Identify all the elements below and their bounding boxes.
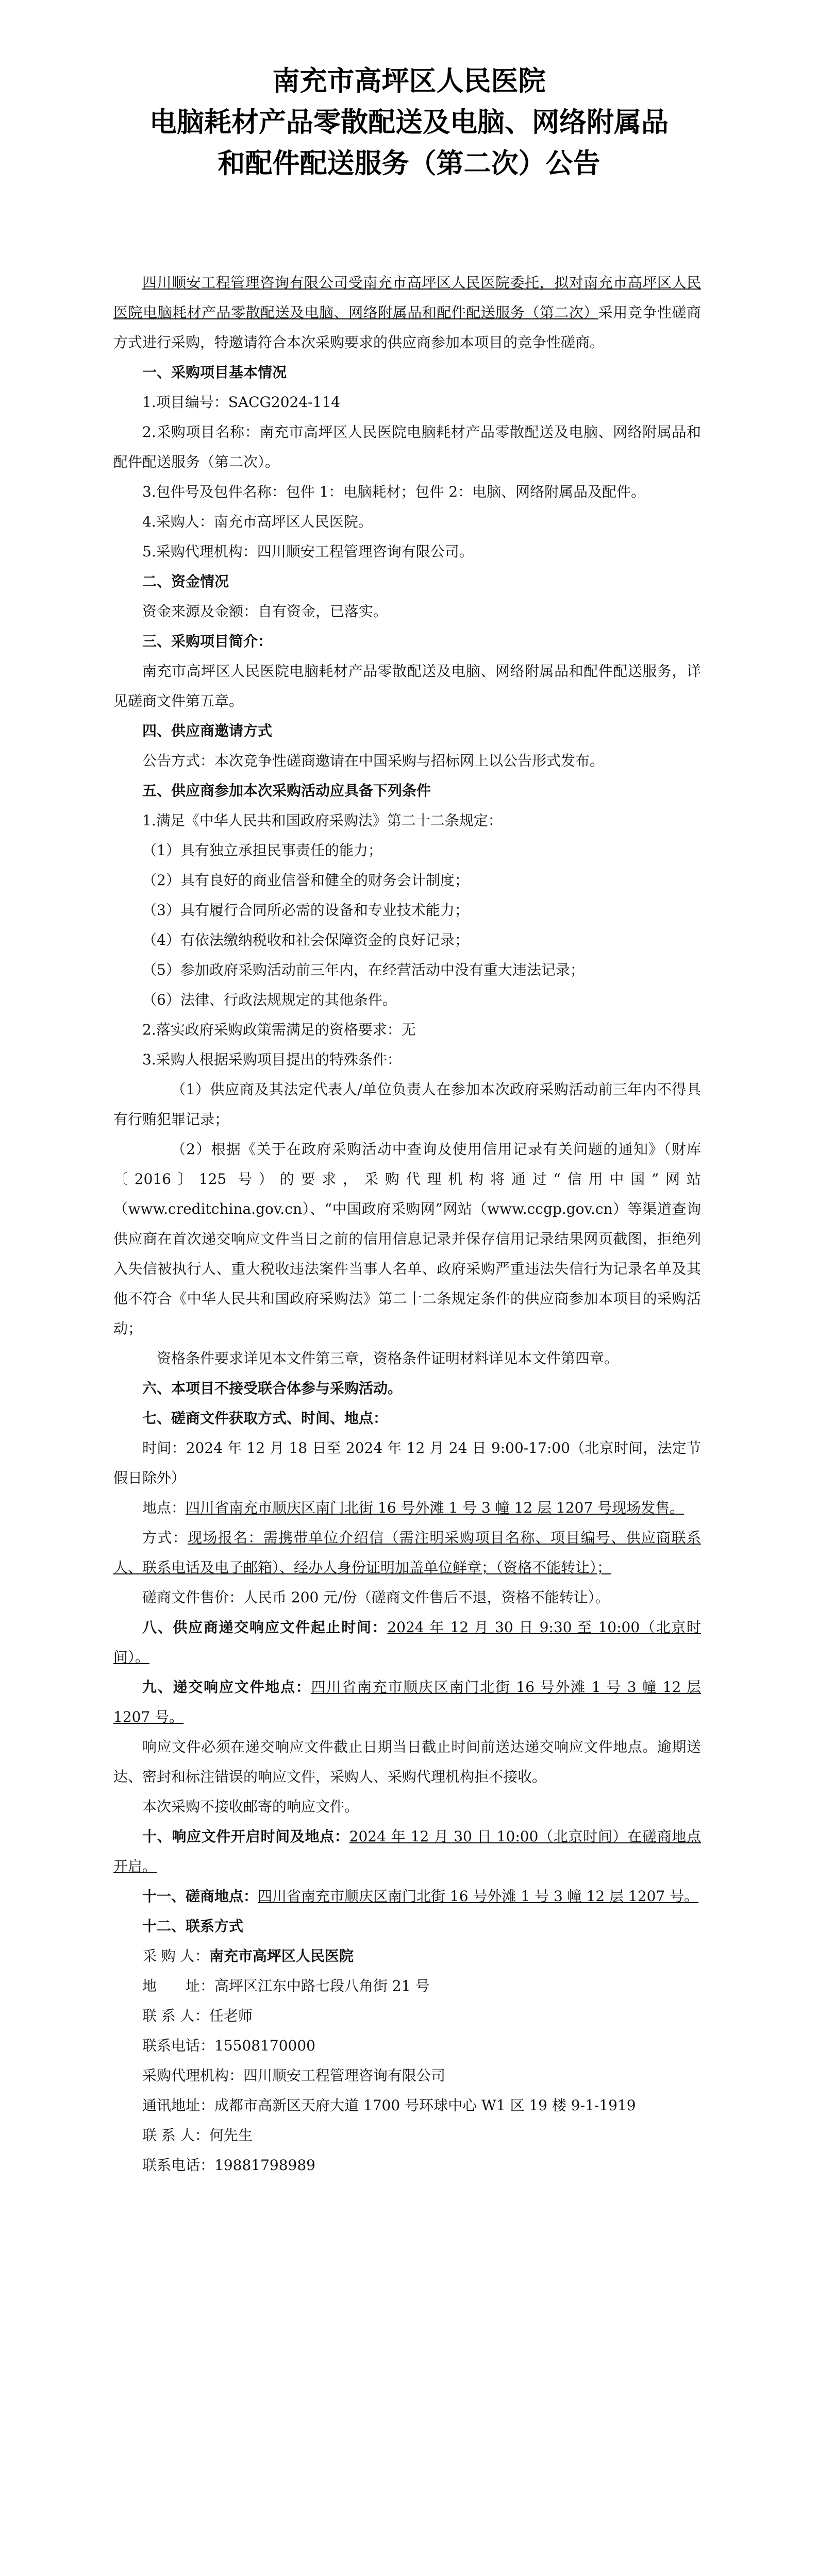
section-8-heading: 八、供应商递交响应文件起止时间：: [142, 1619, 388, 1636]
submit-note: 响应文件必须在递交响应文件截止日期当日截止时间前送达递交响应文件地点。逾期送达、密封和标注错误的响应文件，采购人、采购代理机构拒不接收。: [113, 1738, 701, 1785]
special-condition-1: （1）供应商及其法定代表人/单位负责人在参加本次政府采购活动前三年内不得具有行贿犯罪记录；: [113, 1081, 701, 1128]
address-label: 地 址：: [142, 1977, 215, 1994]
section-6-heading: 六、本项目不接受联合体参与采购活动。: [142, 1380, 403, 1397]
agent-phone-row: [113, 2150, 701, 2180]
condition-intro: 1.满足《中华人民共和国政府采购法》第二十二条规定：: [142, 812, 503, 829]
section-2-heading: 二、资金情况: [142, 573, 229, 590]
agent-address-value: 成都市高新区天府大道 1700 号环球中心 W1 区 19 楼 9-1-1919: [214, 2097, 636, 2114]
phone-row: [113, 2031, 701, 2061]
contact-label: 联 系 人：: [142, 2007, 209, 2024]
condition-item: （6）法律、行政法规规定的其他条件。: [142, 991, 397, 1008]
section-12-heading: 十二、联系方式: [142, 1918, 244, 1935]
document-price: 磋商文件售价：人民币 200 元/份（磋商文件售后不退，资格不能转让）。: [142, 1589, 610, 1606]
contact-row: [113, 2001, 701, 2031]
submit-place: 四川省南充市顺庆区南门北街 16 号外滩 1 号 3 幢 12 层 1207 号。: [113, 1679, 701, 1725]
policy-requirement: 2.落实政府采购政策需满足的资格要求：无: [142, 1021, 416, 1038]
buyer-row: [113, 1941, 701, 1971]
procurement-agency: 5.采购代理机构：四川顺安工程管理咨询有限公司。: [142, 543, 474, 560]
contact-value: 任老师: [209, 2007, 253, 2024]
opening-time: 2024 年 12 月 30 日 10:00（北京时间）在磋商地点开启。: [113, 1828, 701, 1875]
invitation-method: 公告方式：本次竞争性磋商邀请在中国采购与招标网上以公告形式发布。: [142, 752, 605, 769]
section-11-heading: 十一、磋商地点：: [142, 1888, 258, 1905]
agent-contact-value: 何先生: [209, 2127, 253, 2144]
section-4-heading: 四、供应商邀请方式: [142, 722, 273, 739]
agent-phone-label: 联系电话：: [142, 2157, 215, 2174]
agent-address-row: [113, 2091, 701, 2121]
document-body: [113, 268, 701, 2180]
submit-time: 2024 年 12 月 30 日 9:30 至 10:00（北京时间）。: [113, 1619, 701, 1666]
obtain-method-value: 现场报名：需携带单位介绍信（需注明采购项目名称、项目编号、供应商联系人、联系电话及电子邮箱）、经办人身份证明加盖单位鲜章；（资格不能转让）；: [113, 1529, 701, 1576]
special-condition-2: （2）根据《关于在政府采购活动中查询及使用信用记录有关问题的通知》（财库〔2016〕125 号）的要求，采购代理机构将通过“信用中国”网站（www.creditchina.gov.cn）、“中国政府采购网”网站（www.ccgp.gov.cn）等渠道查询供应商在首次递交响应文件当日之前的信用信息记录并保存信用记录结果网页截图，拒绝列入失信被执行人、重大税收违法案件当事人名单、政府采购严重违法失信行为记录名单及其他不符合《中华人民共和国政府采购法》第二十二条规定条件的供应商参加本项目的采购活动；: [113, 1141, 701, 1337]
condition-item: （5）参加政府采购活动前三年内，在经营活动中没有重大违法记录；: [142, 961, 585, 978]
obtain-place-value: 四川省南充市顺庆区南门北街 16 号外滩 1 号 3 幢 12 层 1207 号现场发售。: [186, 1499, 685, 1516]
condition-item: （1）具有独立承担民事责任的能力；: [142, 842, 382, 859]
agent-phone-value: 19881798989: [214, 2157, 315, 2174]
section-5-heading: 五、供应商参加本次采购活动应具备下列条件: [142, 782, 431, 799]
phone-label: 联系电话：: [142, 2037, 215, 2054]
agent-contact-label: 联 系 人：: [142, 2127, 209, 2144]
section-10-heading: 十、响应文件开启时间及地点：: [142, 1828, 349, 1845]
negotiation-place: 四川省南充市顺庆区南门北街 16 号外滩 1 号 3 幢 12 层 1207 号。: [258, 1888, 699, 1905]
purchaser: 4.采购人：南充市高坪区人民医院。: [142, 513, 373, 530]
phone-value: 15508170000: [214, 2037, 315, 2054]
address-value: 高坪区江东中路七段八角街 21 号: [214, 1977, 430, 1994]
title-line-3: 和配件配送服务（第二次）公告: [218, 148, 600, 179]
obtain-method-label: 方式：: [142, 1529, 188, 1546]
buyer-label: 采 购 人：: [142, 1947, 209, 1964]
condition-item: （3）具有履行合同所必需的设备和专业技术能力；: [142, 902, 469, 919]
address-row: [113, 1971, 701, 2001]
agent-contact-row: [113, 2121, 701, 2150]
agent-label: 采购代理机构：: [142, 2067, 244, 2084]
section-9-heading: 九、递交响应文件地点：: [142, 1679, 311, 1696]
section-7-heading: 七、磋商文件获取方式、时间、地点：: [142, 1410, 388, 1427]
section-1-heading: 一、采购项目基本情况: [142, 364, 287, 381]
condition-item: （4）有依法缴纳税收和社会保障资金的良好记录；: [142, 931, 469, 948]
special-conditions-intro: 3.采购人根据采购项目提出的特殊条件：: [142, 1051, 402, 1068]
title-line-2: 电脑耗材产品零散配送及电脑、网络附属品: [149, 107, 669, 138]
fund-source: 资金来源及金额：自有资金，已落实。: [142, 603, 388, 620]
qualification-note: 资格条件要求详见本文件第三章，资格条件证明材料详见本文件第四章。: [157, 1350, 619, 1367]
agent-row: [113, 2061, 701, 2091]
obtain-place-label: 地点：: [142, 1499, 186, 1516]
intro-paragraph: [113, 268, 701, 358]
section-10: [113, 1822, 701, 1882]
project-number: 1.项目编号：SACG2024-114: [142, 394, 341, 411]
intro-underlined: 四川顺安工程管理咨询有限公司受南充市高坪区人民医院委托，拟对南充市高坪区人民医院电脑耗材产品零散配送及电脑、网络附属品和配件配送服务（第二次）: [113, 274, 701, 321]
title-line-1: 南充市高坪区人民医院: [272, 65, 546, 97]
section-11: [113, 1882, 701, 1911]
intro-rest: 采用竞争性磋商方式进行采购，特邀请符合本次采购要求的供应商参加本项目的竞争性磋商。: [113, 304, 701, 351]
section-3-heading: 三、采购项目简介：: [142, 633, 273, 650]
no-mail-note: 本次采购不接收邮寄的响应文件。: [142, 1798, 359, 1815]
section-9: [113, 1672, 701, 1732]
package-list: 3.包件号及包件名称：包件 1：电脑耗材；包件 2：电脑、网络附属品及配件。: [142, 483, 646, 500]
agent-address-label: 通讯地址：: [142, 2097, 215, 2114]
obtain-time: 时间：2024 年 12 月 18 日至 2024 年 12 月 24 日 9:00-17:00（北京时间，法定节假日除外）: [113, 1439, 701, 1486]
buyer-value: 南充市高坪区人民医院: [209, 1947, 354, 1964]
obtain-place: [113, 1493, 701, 1523]
section-8: [113, 1613, 701, 1672]
agent-value: 四川顺安工程管理咨询有限公司: [243, 2067, 446, 2084]
obtain-method: [113, 1523, 701, 1583]
condition-item: （2）具有良好的商业信誉和健全的财务会计制度；: [142, 872, 469, 889]
project-summary: 南充市高坪区人民医院电脑耗材产品零散配送及电脑、网络附属品和配件配送服务，详见磋商文件第五章。: [113, 663, 701, 709]
project-name: 2.采购项目名称：南充市高坪区人民医院电脑耗材产品零散配送及电脑、网络附属品和配件配送服务（第二次）。: [113, 423, 701, 470]
